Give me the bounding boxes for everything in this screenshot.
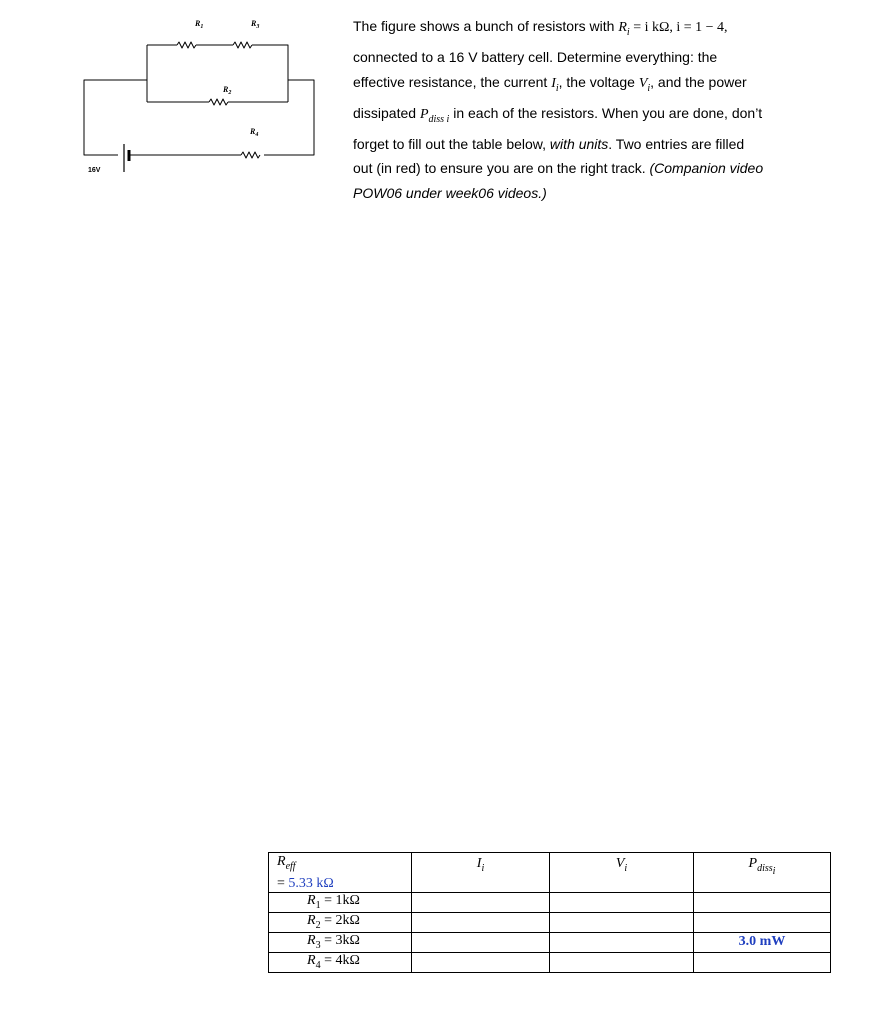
voltage-cell — [550, 952, 694, 972]
current-cell — [412, 952, 550, 972]
resistor-r3 — [233, 42, 252, 48]
wire-outer-left — [84, 80, 147, 155]
resistor-r4 — [241, 152, 260, 158]
voltage-cell — [550, 932, 694, 952]
answer-table — [268, 852, 831, 973]
current-cell — [412, 932, 550, 952]
problem-line-1: The figure shows a bunch of resistors with $R_i = i$ kΩ, i = 1 − 4, — [353, 18, 728, 38]
problem-line-7: POW06 under week06 videos.) — [353, 184, 547, 201]
resistor-label: $R_4 = 4k\Omega$ — [269, 952, 412, 972]
table-row — [269, 892, 831, 912]
header-current: $I_i$ — [412, 853, 550, 893]
problem-line-4: dissipated $P_{diss i}$ in each of the resistors. When you are done, don’t — [353, 104, 763, 125]
resistor-r2 — [209, 99, 228, 105]
label-battery-voltage: 16V — [88, 167, 101, 174]
problem-statement — [353, 14, 813, 205]
reff-cell: $R_{eff}$ = 5.33 kΩ — [269, 853, 412, 893]
battery-icon — [124, 144, 129, 172]
problem-line-6: out (in red) to ensure you are on the right track. (Companion video — [353, 160, 764, 177]
voltage-cell — [550, 892, 694, 912]
reff-value: 5.33 kΩ — [288, 875, 334, 891]
wire-outer-right — [264, 80, 314, 155]
resistor-label: $R_3 = 3k\Omega$ — [269, 932, 412, 952]
resistor-r1 — [177, 42, 196, 48]
power-cell — [694, 952, 831, 972]
header-voltage: $V_i$ — [550, 853, 694, 893]
label-r4: $R_4$ — [250, 127, 259, 138]
label-r3: $R_3$ — [251, 19, 260, 30]
resistor-label: $R_1 = 1k\Omega$ — [269, 892, 412, 912]
table-row — [269, 932, 831, 952]
table-row — [269, 952, 831, 972]
power-cell — [694, 912, 831, 932]
current-cell — [412, 892, 550, 912]
problem-line-2: connected to a 16 V battery cell. Determine everything: the — [353, 49, 718, 66]
table-row — [269, 912, 831, 932]
current-cell — [412, 912, 550, 932]
problem-line-3: effective resistance, the current $I_i$, the voltage $V_i$, and the power — [353, 73, 747, 94]
circuit-diagram — [0, 0, 340, 200]
reff-symbol: $R_{eff}$ — [277, 854, 296, 872]
resistor-label: $R_2 = 2k\Omega$ — [269, 912, 412, 932]
table-header-row — [269, 853, 831, 893]
header-power: $P_{diss_i}$ — [694, 853, 831, 893]
problem-line-5: forget to fill out the table below, with units. Two entries are filled — [353, 136, 745, 153]
power-cell: 3.0 mW — [694, 932, 831, 952]
power-cell — [694, 892, 831, 912]
label-r1: $R_1$ — [195, 19, 204, 30]
voltage-cell — [550, 912, 694, 932]
wire-top-right — [252, 45, 288, 102]
label-r2: $R_2$ — [223, 85, 232, 96]
